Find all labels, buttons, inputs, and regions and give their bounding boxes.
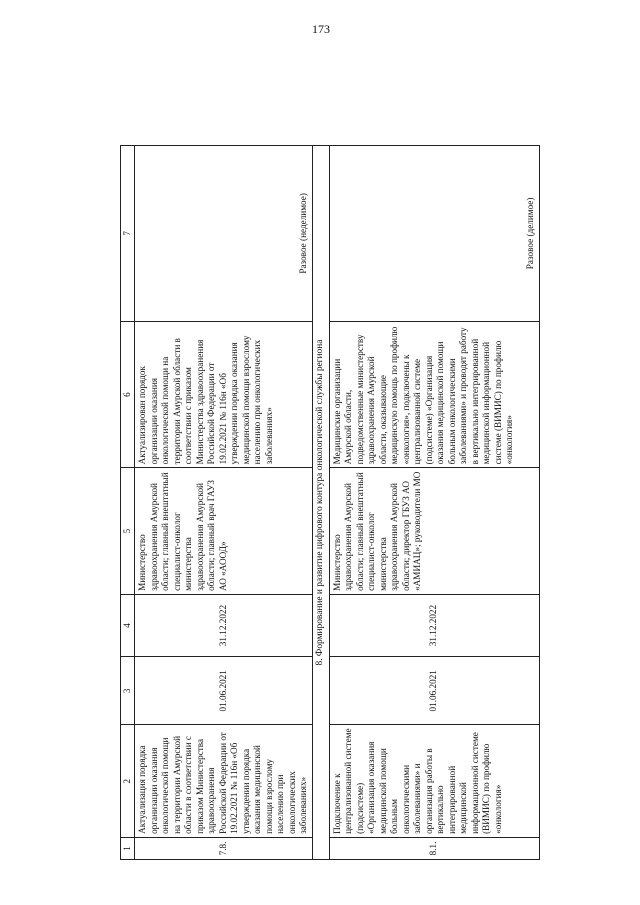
header-cell: 6 <box>121 321 135 468</box>
end-date: 31.12.2022 <box>135 594 313 656</box>
header-cell: 3 <box>121 657 135 725</box>
end-date: 31.12.2022 <box>329 594 539 656</box>
page-number: 173 <box>312 22 330 36</box>
type-cell: Разовое (делимое) <box>329 146 539 322</box>
table-row <box>135 146 313 860</box>
row-number: 8.1. <box>329 837 539 859</box>
table-container <box>120 145 640 856</box>
header-row <box>121 146 135 860</box>
header-cell: 2 <box>121 725 135 837</box>
result-cell: Актуализирован порядок организации оказания онкологической помощи на территории Амурской области в соответствии с приказом Министерства здравоохранения Российской Федерации от 19.02.2021 № 116н «Об утверждении порядка оказания медицинской помощи взрослому населению при онкологических заболеваниях» <box>135 321 313 468</box>
header-cell: 7 <box>121 146 135 322</box>
type-cell: Разовое (неделимое) <box>135 146 313 322</box>
header-cell: 1 <box>121 837 135 859</box>
task-cell: Подключение к централизованной системе (подсистеме) «Организация оказания медицинской помощи больным онкологическими заболеваниями» и организация работы в вертикально интегрированной медицинской информационной системе (ВИМИС) по профилю «онкология» <box>329 725 539 837</box>
header-cell: 4 <box>121 594 135 656</box>
plan-table <box>120 145 540 860</box>
row-number: 7.8. <box>135 837 313 859</box>
section-row <box>312 146 329 860</box>
section-title: 8. Формирование и развитие цифрового контура онкологической службы региона <box>312 146 329 860</box>
responsible-cell: Министерство здравоохранения Амурской области; главный внештатный специалист-онколог министерства здравоохранения Амурской области; директор ГБУЗ АО «АМИАЦ»; руководители МО <box>329 468 539 595</box>
result-cell: Медицинские организации Амурской области, подведомственные министерству здравоохранения Амурской области, оказывающие медицинскую помощь по профилю «онкология», подключены к централизованной системе (подсистеме) «Организация оказания медицинской помощи больным онкологическими заболеваниями» и проводят работу в вертикально интегрированной медицинской информационной системе (ВИМИС) по профилю «онкология» <box>329 321 539 468</box>
header-cell: 5 <box>121 468 135 595</box>
task-cell: Актуализация порядка организации оказания онкологической помощи на территории Амурской области в соответствии с приказом Министерства здравоохранения Российской Федерации от 19.02.2021 № 116н «Об утверждении порядка оказания медицинской помощи взрослому населению при онкологических заболеваниях» <box>135 725 313 837</box>
start-date: 01.06.2021 <box>329 657 539 725</box>
rotated-table <box>120 145 535 860</box>
start-date: 01.06.2021 <box>135 657 313 725</box>
responsible-cell: Министерство здравоохранения Амурской области; главный внештатный специалист-онколог министерства здравоохранения Амурской области; главный врач ГАУЗ АО «АООД» <box>135 468 313 595</box>
table-row <box>329 146 539 860</box>
